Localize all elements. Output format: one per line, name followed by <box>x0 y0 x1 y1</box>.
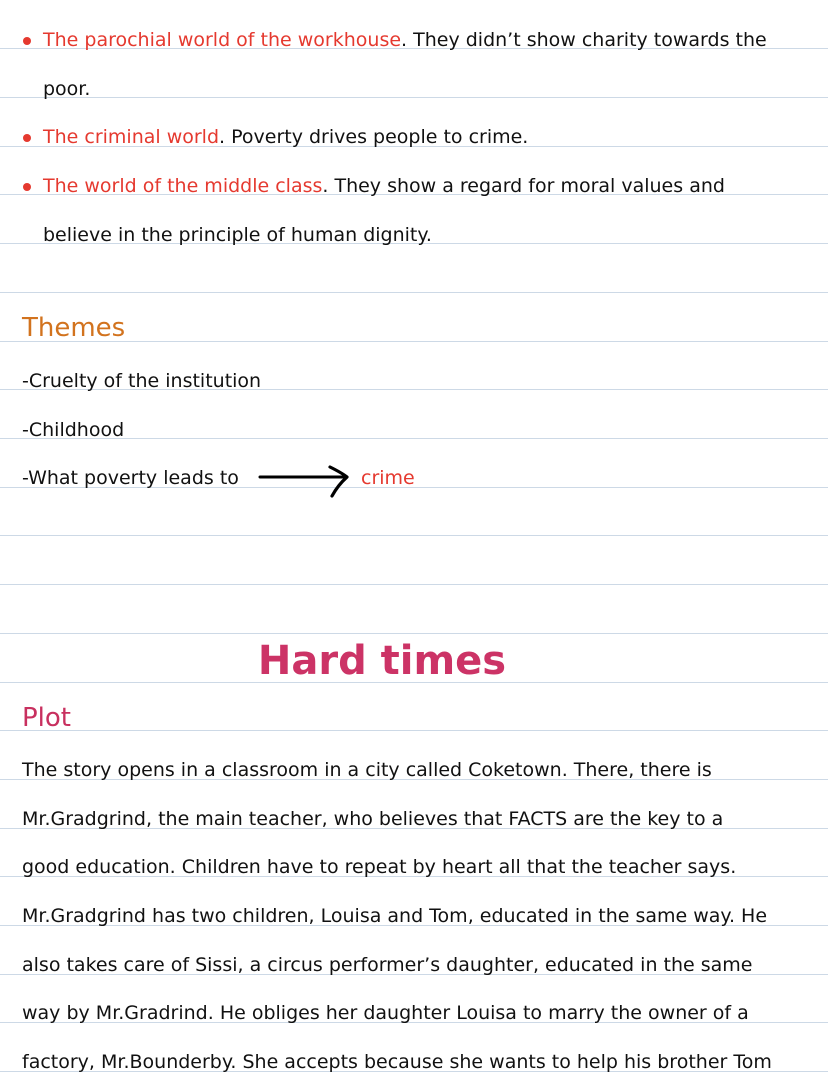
list-item-continuation <box>43 224 432 246</box>
ruled-line <box>0 535 828 536</box>
ruled-line <box>0 584 828 585</box>
paragraph-line: factory, Mr.Bounderby. She accepts because she wants to help his brother Tom <box>22 1051 772 1073</box>
ruled-line <box>0 730 828 731</box>
bullet-icon <box>23 134 31 142</box>
arrow-target-text: crime <box>361 467 415 489</box>
paragraph-line: way by Mr.Gradrind. He obliges her daughter Louisa to marry the owner of a <box>22 1002 749 1024</box>
paragraph-line: also takes care of Sissi, a circus performer’s daughter, educated in the same <box>22 954 753 976</box>
ruled-line <box>0 633 828 634</box>
paragraph-line: good education. Children have to repeat by heart all that the teacher says. <box>22 856 737 878</box>
right-arrow-icon <box>258 465 352 499</box>
paragraph-line: Mr.Gradgrind has two children, Louisa and Tom, educated in the same way. He <box>22 905 768 927</box>
themes-heading: Themes <box>22 313 126 343</box>
body-text: . Poverty drives people to crime. <box>219 126 529 148</box>
body-text: . They didn’t show charity towards the <box>401 29 767 51</box>
bullet-icon <box>23 37 31 45</box>
body-text: believe in the principle of human dignity. <box>43 224 432 246</box>
bullet-icon <box>23 183 31 191</box>
ruled-line <box>0 438 828 439</box>
list-item <box>43 29 767 51</box>
section-title: Hard times <box>257 638 507 684</box>
body-text: . They show a regard for moral values and <box>322 175 725 197</box>
ruled-line <box>0 97 828 98</box>
plot-heading: Plot <box>22 703 72 733</box>
ruled-line <box>0 292 828 293</box>
theme-item: -Childhood <box>22 419 125 441</box>
highlight-text: The parochial world of the workhouse <box>43 29 402 51</box>
theme-item: -What poverty leads to <box>22 467 239 489</box>
list-item-continuation <box>43 78 90 100</box>
paragraph-line: Mr.Gradgrind, the main teacher, who believes that FACTS are the key to a <box>22 808 724 830</box>
highlight-text: The world of the middle class <box>43 175 323 197</box>
paragraph-line: The story opens in a classroom in a city called Coketown. There, there is <box>22 759 712 781</box>
list-item <box>43 175 725 197</box>
theme-item: -Cruelty of the institution <box>22 370 262 392</box>
body-text: poor. <box>43 78 91 100</box>
highlight-text: The criminal world <box>43 126 220 148</box>
list-item <box>43 126 528 148</box>
